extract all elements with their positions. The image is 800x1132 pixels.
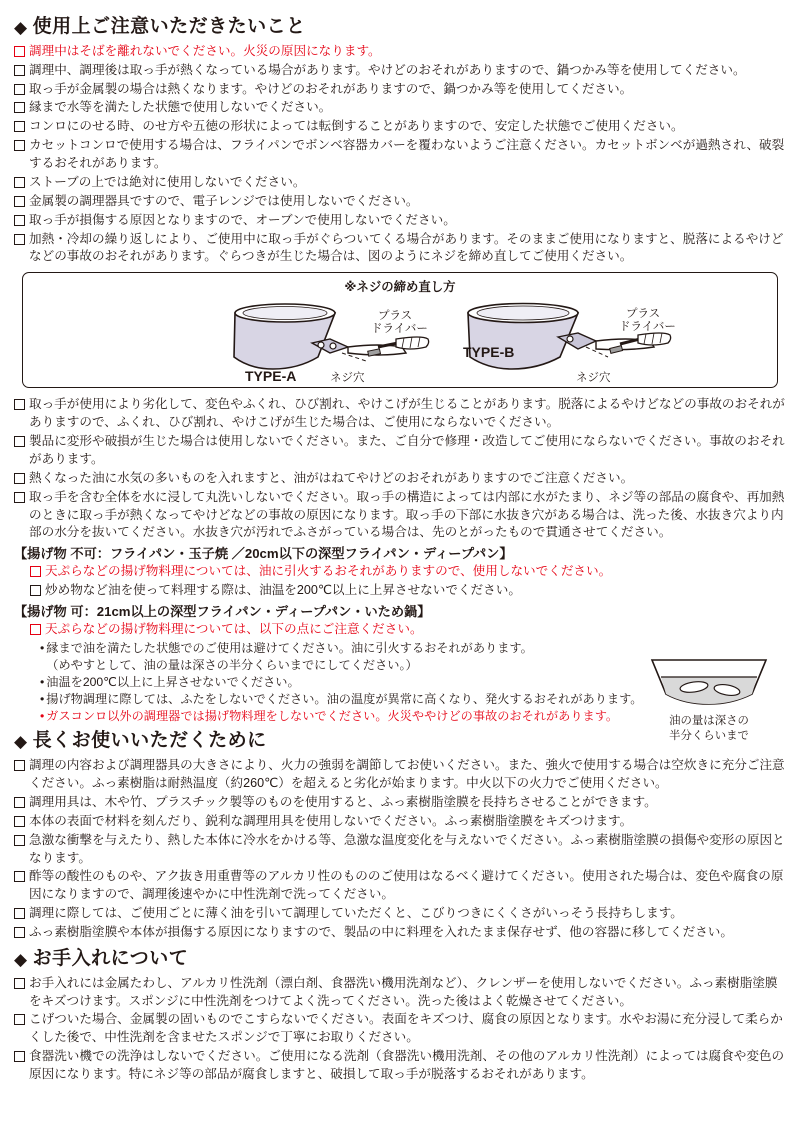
list-item: [14, 924, 786, 942]
checkbox-icon: [14, 84, 25, 95]
section-heading-care-label: お手入れについて: [32, 947, 189, 969]
list-item: [14, 905, 786, 923]
bullet-dot-icon: •: [40, 691, 45, 706]
list-item-text: 天ぷらなどの揚げ物料理については、以下の点にご注意ください。: [45, 622, 423, 637]
list-item-text: 取っ手が使用により劣化して、変色やふくれ、ひび割れ、やけこげが生じることがあります。脱落によるやけどなどの事故のおそれがありますので、ふくれ、ひび割れ、やけこげが生じた場合は、ご使用にならないでください。: [29, 397, 785, 430]
list-item: [30, 582, 786, 600]
bullet-dot-icon: •: [40, 641, 45, 656]
checkbox-icon: [14, 234, 25, 245]
diamond-icon: ◆: [14, 17, 28, 37]
checkbox-icon: [14, 473, 25, 484]
checkbox-icon: [14, 927, 25, 938]
list-item-text: 縁まで水等を満たした状態で使用しないでください。: [29, 100, 332, 115]
list-item-text: コンロにのせる時、のせ方や五徳の形状によっては転倒することがありますので、安定した状態でご使用ください。: [29, 119, 684, 134]
list-item: [14, 137, 786, 173]
list-item-text: 加熱・冷却の繰り返しにより、ご使用中に取っ手がぐらついてくる場合があります。そのままご使用になりますと、脱落によるやけどなどの事故のおそれがあります。ぐらつきが生じた場合は、図のようにネジを締め直してご使用ください。: [29, 231, 784, 264]
checkbox-icon: [14, 908, 25, 919]
section-heading-caution: [14, 16, 786, 39]
list-item-text: 取っ手が金属製の場合は熱くなります。やけどのおそれがありますので、鍋つかみ等を使用してください。: [29, 81, 633, 96]
checkbox-icon: [14, 760, 25, 771]
list-item-text: 急激な衝撃を与えたり、熱した本体に冷水をかける等、急激な温度変化を与えないでください。ふっ素樹脂塗膜の損傷や変形の原因となります。: [29, 832, 785, 865]
checkbox-icon: [14, 492, 25, 503]
checkbox-icon: [14, 436, 25, 447]
list-item-text: 製品に変形や破損が生じた場合は使用しないでください。また、ご自分で修理・改造してご使用にならないでください。事故のおそれがあります。: [29, 434, 785, 466]
list-item-text: 取っ手を含む全体を水に浸して丸洗いしないでください。取っ手の構造によっては内部に水がたまり、ネジ等の部品の腐食や、再加熱のときに取っ手が熱くなってやけどなどの事故の原因になります。取っ手の下部に水抜き穴がある場合は、洗った後、水抜き穴より内部の水分を抜いてください。水抜き穴が汚れでふさがっている場合は、先のとがったもので貫通させてください。: [29, 489, 785, 540]
list-item-text: お手入れには金属たわし、アルカリ性洗剤（漂白剤、食器洗い機用洗剤など）、クレンザーを使用しないでください。ふっ素樹脂塗膜をキズつけます。スポンジに中性洗剤をつけてよく洗ってください。洗った後はよく乾燥させてください。: [29, 975, 778, 1008]
bullet-text-wrap: [46, 640, 533, 674]
list-item: [14, 1048, 786, 1084]
deepfry-allowed-body: [14, 621, 626, 690]
figure-oil-caption-line2: 半分くらいまで: [669, 729, 749, 742]
list-item-text: 調理の内容および調理器具の大きさにより、火力の強弱を調節してお使いください。また、強火で使用する場合は空炊きに充分ご注意ください。ふっ素樹脂は耐熱温度（約260℃）を超えると劣化が始まります。中火以下の火力でご使用ください。: [29, 758, 785, 791]
list-item-text: 調理用具は、木や竹、プラスチック製等のものを使用すると、ふっ素樹脂塗膜を長持ちさせることができます。: [29, 794, 657, 809]
bullet-dot-icon: •: [40, 708, 45, 723]
list-item-text: こげついた場合、金属製の固いものでこすらないでください。表面をキズつけ、腐食の原因となります。水やお湯に充分浸して柔らかくした後で、中性洗剤を含ませたスポンジで丁寧にお取りください。: [29, 1012, 783, 1045]
list-item-text: 調理中はそばを離れないでください。火災の原因になります。: [29, 43, 381, 58]
figure-oil-caption-line1: 油の量は深さの: [669, 715, 749, 727]
figure-label-driver-b-2: ドライバー: [619, 321, 676, 334]
list-item-text: ふっ素樹脂塗膜や本体が損傷する原因になりますので、製品の中に料理を入れたまま保存せず、他の容器に移してください。: [29, 925, 733, 940]
checkbox-icon: [30, 585, 41, 596]
bullet-subtext: （めやすとして、油の量は深さの半分くらいまでにしてください。）: [46, 658, 418, 673]
list-item-text: 金属製の調理器具ですので、電子レンジでは使用しないでください。: [29, 193, 419, 208]
checkbox-icon: [14, 215, 25, 226]
list-item: [14, 212, 786, 230]
figure-label-driver-a-2: ドライバー: [371, 323, 428, 336]
checkbox-icon: [30, 566, 41, 577]
list-item: [14, 62, 786, 80]
figure-label-screw-hole-a: ネジ穴: [330, 372, 365, 385]
list-item: [14, 99, 786, 117]
list-item: [14, 396, 786, 432]
list-item: [14, 832, 786, 868]
figure-screw-illustration: [30, 295, 770, 387]
checkbox-icon: [30, 624, 41, 635]
figure-label-type-b: TYPE-B: [463, 344, 515, 361]
list-item-text: 天ぷらなどの揚げ物料理については、油に引火するおそれがありますので、使用しないでください。: [45, 564, 612, 579]
list-item-text: 酢等の酸性のものや、アク抜き用重曹等のアルカリ性のもののご使用はなるべく避けてください。使用された場合は、変色や腐食の原因になりますので、調理後速やかに中性洗剤で洗ってください。: [29, 869, 784, 902]
bullet-text: 油温を200℃以上に上昇させないでください。: [46, 674, 300, 689]
care-list: [14, 975, 786, 1084]
figure-title: ※ネジの締め直し方: [344, 280, 456, 295]
checkbox-icon: [14, 816, 25, 827]
list-item-text: 調理中、調理後は取っ手が熱くなっている場合があります。やけどのおそれがありますので、鍋つかみ等を使用してください。: [29, 62, 746, 77]
section-heading-longuse-label: 長くお使いいただくために: [32, 730, 267, 752]
bullet-dot-icon: •: [40, 674, 45, 689]
list-item-text: 炒め物など油を使って料理する際は、油温を200℃以上に上昇させないでください。: [45, 583, 521, 598]
list-item-text: 熱くなった油に水気の多いものを入れますと、油がはねてやけどのおそれがありますのでご注意ください。: [29, 470, 634, 485]
section-heading-caution-label: 使用上ご注意いただきたいこと: [32, 16, 306, 37]
checkbox-icon: [14, 871, 25, 882]
bullet-item: [40, 640, 626, 674]
figure-oil-level-caption: [634, 714, 784, 743]
checkbox-icon: [14, 835, 25, 846]
list-item: [14, 193, 786, 211]
checkbox-icon: [14, 1014, 25, 1025]
figure-oil-level-illustration: [634, 654, 784, 708]
bullet-text: 縁まで油を満たした状態でのご使用は避けてください。油に引火するおそれがあります。: [46, 641, 533, 656]
caution-list-after-figure: [14, 396, 786, 542]
deepfry-not-allowed-heading: 【揚げ物 不可：フライパン・玉子焼 ／20cm以下の深型フライパン・ディープパン】: [14, 546, 513, 562]
checkbox-icon: [14, 978, 25, 989]
figure-label-driver-a-1: プラス: [378, 310, 413, 323]
list-item: [14, 118, 786, 136]
list-item: [14, 757, 786, 793]
figure-screw-tightening: [22, 272, 778, 388]
list-item-text: 取っ手が損傷する原因となりますので、オーブンで使用しないでください。: [29, 212, 456, 227]
caution-list: [14, 43, 786, 267]
checkbox-icon: [14, 797, 25, 808]
list-item: [14, 813, 786, 831]
list-item: [14, 433, 786, 469]
diamond-icon: ◆: [14, 949, 28, 969]
list-item: [14, 1011, 786, 1047]
list-item-text: ストーブの上では絶対に使用しないでください。: [29, 174, 306, 189]
checkbox-icon: [14, 140, 25, 151]
bullet-text: 揚げ物調理に際しては、ふたをしないでください。油の温度が異常に高くなり、発火するおそれがあります。: [46, 691, 643, 706]
checkbox-icon: [14, 121, 25, 132]
checkbox-icon: [14, 196, 25, 207]
figure-oil-level: [634, 654, 784, 743]
bullet-text: ガスコンロ以外の調理器では揚げ物料理をしないでください。火災ややけどの事故のおそれがあります。: [46, 708, 619, 723]
list-item-text: カセットコンロで使用する場合は、フライパンでボンベ容器カバーを覆わないようご注意ください。カセットボンベが過熱され、破裂するおそれがあります。: [29, 138, 785, 171]
bullet-item: [40, 674, 626, 691]
list-item: [30, 563, 786, 581]
checkbox-icon: [14, 65, 25, 76]
checkbox-icon: [14, 177, 25, 188]
list-item: [14, 470, 786, 488]
figure-label-type-a: TYPE-A: [245, 368, 297, 385]
list-item: [14, 489, 786, 543]
list-item: [14, 81, 786, 99]
deepfry-allowed-heading: 【揚げ物 可：21cm以上の深型フライパン・ディープパン・いため鍋】: [14, 604, 431, 620]
figure-label-driver-b-1: プラス: [626, 308, 661, 321]
figure-label-screw-hole-b: ネジ穴: [576, 372, 611, 385]
list-item: [30, 621, 626, 639]
list-item: [14, 174, 786, 192]
checkbox-icon: [14, 399, 25, 410]
diamond-icon: ◆: [14, 732, 28, 752]
list-item: [14, 794, 786, 812]
checkbox-icon: [14, 1051, 25, 1062]
list-item-text: 食器洗い機での洗浄はしないでください。ご使用になる洗剤（食器洗い機用洗剤、その他のアルカリ性洗剤）によっては腐食や変色の原因になります。特にネジ等の部品が腐食しますと、破損して取っ手が脱落するおそれがあります。: [29, 1049, 785, 1082]
list-item: [14, 975, 786, 1011]
list-item-text: 本体の表面で材料を刻んだり、鋭利な調理用具を使用しないでください。ふっ素樹脂塗膜をキズつけます。: [29, 813, 633, 828]
checkbox-icon: [14, 102, 25, 113]
section-heading-care: [14, 948, 786, 971]
checkbox-icon: [14, 46, 25, 57]
longuse-list: [14, 757, 786, 942]
list-item-text: 調理に際しては、ご使用ごとに薄く油を引いて調理していただくと、こびりつきにくくさがいっそう長持ちします。: [29, 906, 683, 921]
list-item: [14, 231, 786, 267]
list-item: [14, 868, 786, 904]
list-item: [14, 43, 786, 61]
